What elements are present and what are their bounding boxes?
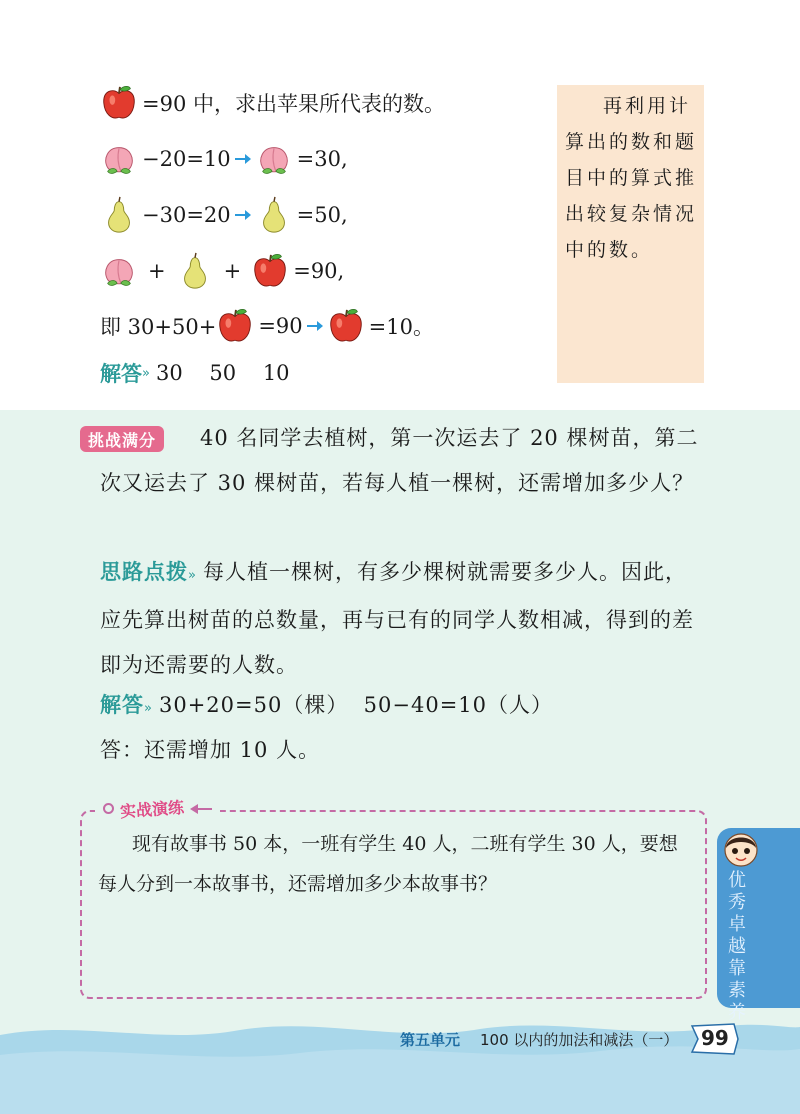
arrow-right-icon — [306, 319, 324, 333]
equation-line-4-end: =90, — [293, 259, 345, 283]
chevron-icon: » — [144, 701, 153, 716]
apple-icon — [100, 84, 138, 122]
challenge-problem — [100, 416, 705, 506]
apple-icon — [216, 307, 254, 345]
apple-icon — [327, 307, 365, 345]
final-answer-text: 答：还需增加 10 人。 — [100, 738, 321, 762]
equation-line-3 — [100, 196, 348, 234]
practice-header — [95, 797, 220, 820]
challenge-problem-text: 40 名同学去植树，第一次运去了 20 棵树苗，第二次又运去了 30 棵树苗，若每人植一棵树，还需增加多少人？ — [100, 426, 699, 495]
side-tab-text: 优秀卓越靠素养 — [728, 870, 746, 1023]
peach-icon — [100, 140, 138, 178]
equation-line-1-text: =90 中，求出苹果所代表的数。 — [142, 92, 445, 116]
equation-line-3-left: −30=20 — [142, 203, 231, 227]
challenge-answer — [100, 683, 705, 731]
page-number: 99 — [701, 1026, 729, 1050]
child-face-icon — [721, 828, 761, 868]
final-answer — [100, 728, 705, 773]
equation-line-1 — [100, 84, 445, 122]
tip-text: 再利用计算出的数和题目中的算式推出较复杂情况中的数。 — [565, 95, 698, 261]
pear-icon — [100, 196, 138, 234]
plus-sign: + — [223, 259, 242, 283]
peach-icon — [100, 252, 138, 290]
equation-line-5-end: =10。 — [368, 315, 434, 339]
pear-icon — [255, 196, 293, 234]
equation-line-5-prefix: 即 30+50+ — [100, 315, 217, 339]
peach-icon — [255, 140, 293, 178]
answer-label: 解答 — [100, 362, 142, 386]
circle-icon — [103, 803, 114, 814]
top-answer — [100, 358, 290, 388]
hint-text: 每人植一棵树，有多少棵树就需要多少人。因此，应先算出树苗的总数量，再与已有的同学人数相减，得到的差即为还需要的人数。 — [100, 560, 694, 677]
equation-line-5-mid: =90 — [258, 314, 303, 338]
equation-line-3-right: =50, — [296, 203, 348, 227]
chevron-icon: » — [188, 568, 197, 583]
challenge-answer-text: 30+20=50（棵） 50−40=10（人） — [158, 693, 554, 717]
plus-sign: + — [148, 259, 166, 283]
equation-line-2 — [100, 140, 348, 178]
pear-icon — [176, 252, 214, 290]
answer-label: 解答 — [100, 693, 144, 717]
hint-paragraph — [100, 550, 705, 688]
hint-label: 思路点拨 — [100, 560, 188, 584]
equation-line-2-left: −20=10 — [142, 147, 231, 171]
footer-title: 100 以内的加法和减法（一） — [480, 1031, 679, 1049]
footer-unit: 第五单元 — [400, 1031, 461, 1049]
answer-values: 30 50 10 — [155, 361, 290, 385]
equation-line-2-right: =30, — [296, 147, 348, 171]
chevron-icon: » — [142, 365, 150, 381]
challenge-badge: 挑战满分 — [80, 426, 164, 452]
arrow-left-icon — [190, 804, 212, 814]
equation-line-5 — [100, 307, 434, 345]
equation-line-4 — [100, 252, 344, 290]
apple-icon — [251, 252, 289, 290]
practice-title: 实战演练 — [119, 797, 185, 822]
arrow-right-icon — [234, 152, 252, 166]
arrow-right-icon — [234, 208, 252, 222]
practice-text: 现有故事书 50 本，一班有学生 40 人，二班有学生 30 人，要想每人分到一本故事书，还需增加多少本故事书？ — [98, 833, 678, 895]
